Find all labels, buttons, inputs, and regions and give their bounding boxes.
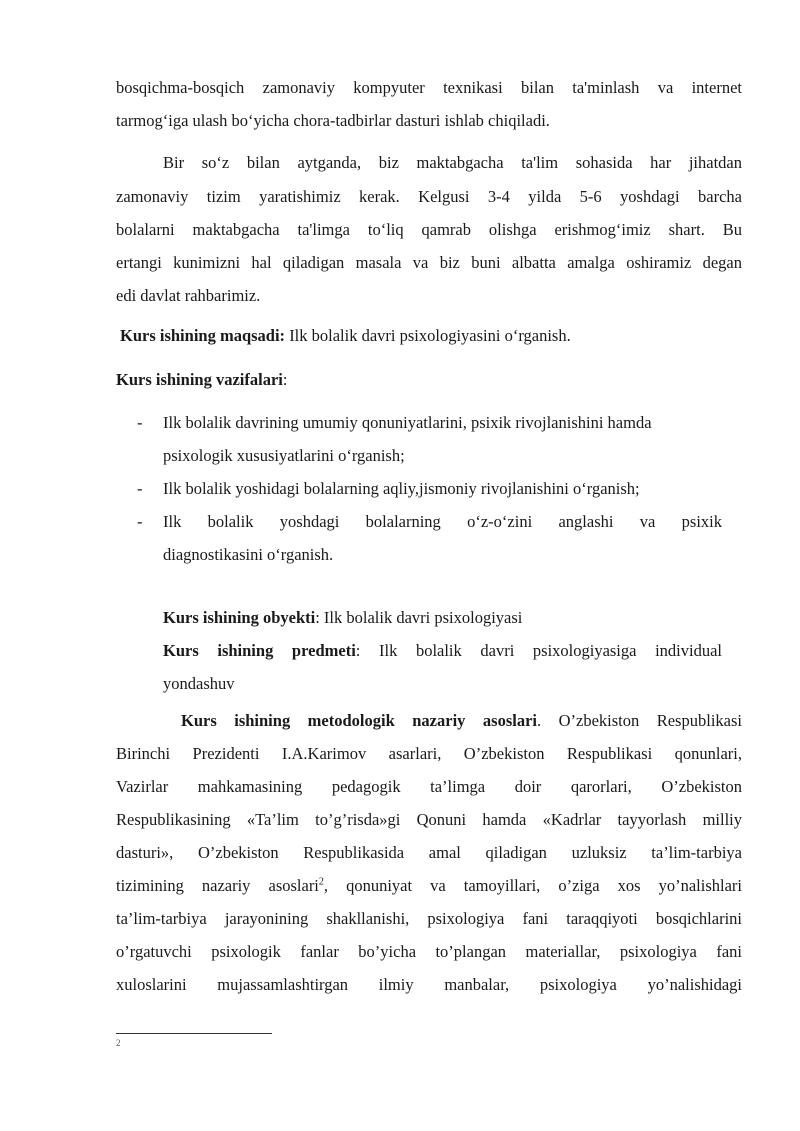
method-line5: dasturi», O’zbekiston Respublikasida amal qiladigan uzluksiz ta’lim-tarbiya <box>116 843 742 862</box>
method-l6-b: , qonuniyat va tamoyillari, o’ziga xos yo’nalishlari <box>323 876 742 895</box>
object-label: Kurs ishining obyekti <box>163 608 316 627</box>
subject-label: Kurs ishining predmeti <box>163 641 356 660</box>
tasks-colon: : <box>282 370 288 389</box>
task3-line1: Ilk bolalik yoshdagi bolalarning o‘z-o‘zini anglashi va psixik <box>163 512 722 531</box>
task1-line2: psixologik xususiyatlarini o‘rganish; <box>163 446 405 465</box>
tasks-label: Kurs ishining vazifalari <box>116 370 283 389</box>
para2-line5: edi davlat rahbarimiz. <box>116 286 261 305</box>
goal-line <box>120 326 571 346</box>
goal-label: Kurs ishining maqsadi: <box>120 326 286 345</box>
para1-line2: tarmog‘iga ulash bo‘yicha chora-tadbirlar dasturi ishlab chiqiladi. <box>116 111 550 130</box>
footnote-separator <box>116 1033 272 1034</box>
method-line1 <box>181 711 742 731</box>
para1-line1: bosqichma-bosqich zamonaviy kompyuter texnikasi bilan ta'minlash va internet <box>116 78 742 97</box>
task1-bullet: - <box>137 413 143 432</box>
method-line9: xuloslarini mujassamlashtirgan ilmiy manbalar, psixologiya yo’nalishidagi <box>116 975 742 994</box>
footnote-ref: 2 <box>318 876 324 888</box>
method-l6-a: tizimining nazariy asoslari <box>116 876 319 895</box>
method-line6 <box>116 876 742 896</box>
footnote-mark: 2 <box>116 1038 121 1048</box>
task3-line2: diagnostikasini o‘rganish. <box>163 545 334 564</box>
method-line3: Vazirlar mahkamasining pedagogik ta’limga doir qarorlari, O’zbekiston <box>116 777 742 796</box>
task2-bullet: - <box>137 479 143 498</box>
task2-line: Ilk bolalik yoshidagi bolalarning aqliy,jismoniy rivojlanishini o‘rganish; <box>163 479 640 498</box>
subject-line2: yondashuv <box>163 674 235 693</box>
task3-bullet: - <box>137 512 143 531</box>
object-text: : Ilk bolalik davri psixologiyasi <box>315 608 523 627</box>
method-l1-rest: . O’zbekiston Respublikasi <box>536 711 742 730</box>
subject-line1 <box>163 641 722 661</box>
tasks-heading <box>116 370 287 390</box>
para2-line2: zamonaviy tizim yaratishimiz kerak. Kelgusi 3-4 yilda 5-6 yoshdagi barcha <box>116 187 742 206</box>
subject-text-l1: : Ilk bolalik davri psixologiyasiga individual <box>355 641 722 660</box>
method-line8: o’rgatuvchi psixologik fanlar bo’yicha to’plangan materiallar, psixologiya fani <box>116 942 742 961</box>
para2-line4: ertangi kunimizni hal qiladigan masala va biz buni albatta amalga oshiramiz degan <box>116 253 742 272</box>
goal-text: Ilk bolalik davri psixologiyasini o‘rganish. <box>285 326 571 345</box>
para2-line1: Bir so‘z bilan aytganda, biz maktabgacha ta'lim sohasida har jihatdan <box>163 153 742 172</box>
method-line2: Birinchi Prezidenti I.A.Karimov asarlari, O’zbekiston Respublikasi qonunlari, <box>116 744 742 763</box>
method-line7: ta’lim-tarbiya jarayonining shakllanishi, psixologiya fani taraqqiyoti bosqichlarini <box>116 909 742 928</box>
object-line <box>163 608 522 628</box>
para2-line3: bolalarni maktabgacha ta'limga to‘liq qamrab olishga erishmog‘imiz shart. Bu <box>116 220 742 239</box>
method-label: Kurs ishining metodologik nazariy asoslari <box>181 711 537 730</box>
method-line4: Respublikasining «Ta’lim to’g’risda»gi Qonuni hamda «Kadrlar tayyorlash milliy <box>116 810 742 829</box>
task1-line1: Ilk bolalik davrining umumiy qonuniyatlarini, psixik rivojlanishini hamda <box>163 413 652 432</box>
